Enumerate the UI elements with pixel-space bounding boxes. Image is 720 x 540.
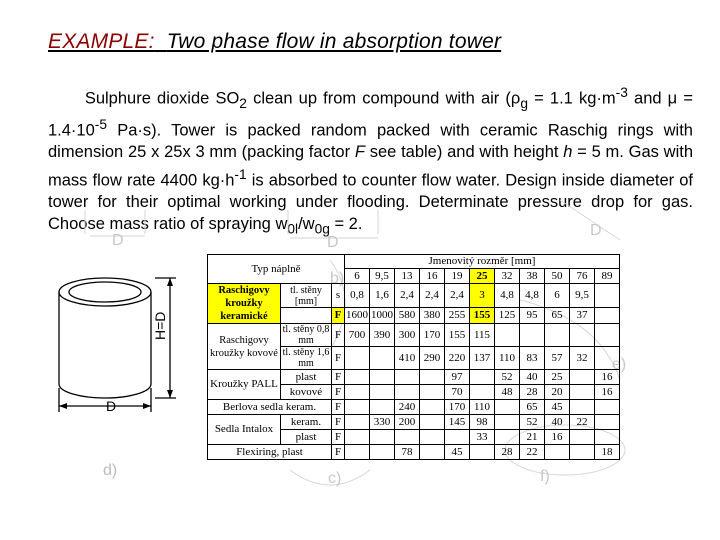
value-cell [595, 415, 620, 430]
table-row [208, 324, 620, 347]
value-cell: 220 [445, 347, 470, 370]
value-cell [370, 370, 395, 385]
value-cell [595, 347, 620, 370]
value-cell-selected: 3 [470, 284, 495, 308]
value-cell [345, 370, 370, 385]
table-header-sizes: Jmenovitý rozměr [mm] [345, 255, 620, 269]
value-cell: 300 [395, 324, 420, 347]
size-cell: 9,5 [370, 269, 395, 284]
value-cell [370, 430, 395, 445]
value-cell [395, 370, 420, 385]
sym-cell-selected: F [332, 308, 345, 324]
value-cell: 200 [395, 415, 420, 430]
value-cell: 45 [445, 445, 470, 460]
value-cell: 65 [545, 308, 570, 324]
value-cell: 4,8 [495, 284, 520, 308]
value-cell [470, 385, 495, 400]
value-cell [545, 445, 570, 460]
value-cell: 20 [545, 385, 570, 400]
title-text: Two phase flow in absorption tower [166, 30, 502, 53]
size-cell-selected: 25 [470, 269, 495, 284]
value-cell [595, 400, 620, 415]
sub-cell: plast [281, 430, 332, 445]
table-row [208, 445, 620, 460]
value-cell: 16 [595, 385, 620, 400]
value-cell: 21 [520, 430, 545, 445]
value-cell: 45 [545, 400, 570, 415]
value-cell: 40 [520, 370, 545, 385]
table-row [208, 284, 620, 308]
value-cell [370, 385, 395, 400]
value-cell [595, 430, 620, 445]
sub-cell: kovové [281, 385, 332, 400]
value-cell [345, 415, 370, 430]
value-cell: 25 [545, 370, 570, 385]
group-berl-saddle: Berlova sedla keram. [208, 400, 332, 415]
ghost-label: D [590, 222, 602, 239]
ghost-label: e) [612, 356, 627, 373]
sym-cell: F [332, 385, 345, 400]
raschig-ring-drawing [48, 262, 198, 422]
sym-cell: s [332, 284, 345, 308]
sub-cell [281, 308, 332, 324]
packing-table [207, 254, 620, 460]
table-row [208, 370, 620, 385]
value-cell [470, 445, 495, 460]
value-cell [420, 445, 445, 460]
text-sub: g [520, 95, 528, 111]
sym-cell: F [332, 324, 345, 347]
value-cell: 0,8 [345, 284, 370, 308]
sub-cell: tl. stěny [mm] [281, 284, 332, 308]
value-cell [395, 430, 420, 445]
text-part: and μ = 1.4·10 [48, 89, 693, 140]
value-cell [345, 445, 370, 460]
text-part: = 5 m. Gas with mass flow rate 4400 kg·h [48, 143, 693, 190]
value-cell: 52 [495, 370, 520, 385]
value-cell: 155 [445, 324, 470, 347]
text-part: clean up from compound with air (ρ [246, 89, 521, 108]
value-cell [420, 415, 445, 430]
text-part: is absorbed to counter flow water. Design inside diameter of tower for their optimal working under flooding. Determinate pressure drop for gas. Choose mass ratio of spraying w [48, 171, 693, 233]
value-cell [420, 370, 445, 385]
value-cell [420, 385, 445, 400]
text-part: = 2. [329, 214, 363, 233]
value-cell [595, 324, 620, 347]
value-cell: 28 [495, 445, 520, 460]
value-cell: 290 [420, 347, 445, 370]
value-cell: 390 [370, 324, 395, 347]
ghost-label: D [327, 234, 339, 251]
value-cell: 580 [395, 308, 420, 324]
value-cell: 70 [445, 385, 470, 400]
value-cell: 78 [395, 445, 420, 460]
text-part: = 1.1 kg·m [527, 89, 616, 108]
value-cell [520, 324, 545, 347]
value-cell: 33 [470, 430, 495, 445]
value-cell [345, 430, 370, 445]
value-cell: 48 [495, 385, 520, 400]
size-cell: 32 [495, 269, 520, 284]
value-cell: 52 [520, 415, 545, 430]
value-cell [420, 430, 445, 445]
ghost-label: D [112, 232, 124, 249]
value-cell: 700 [345, 324, 370, 347]
value-cell [495, 324, 520, 347]
group-raschig-ceramic: Raschigovy kroužky keramické [208, 284, 281, 324]
value-cell [395, 385, 420, 400]
value-cell [570, 324, 595, 347]
value-cell: 16 [595, 370, 620, 385]
value-cell [595, 284, 620, 308]
text-sup: -5 [94, 117, 108, 133]
sub-cell: tl. stěny 1,6 mm [281, 347, 332, 370]
value-cell [420, 400, 445, 415]
value-cell: 170 [445, 400, 470, 415]
text-part: Pa·s). Tower is packed random packed with ceramic Raschig rings with dimension 25 x 25x 3 mm (packing factor [48, 121, 693, 162]
sub-cell: keram. [281, 415, 332, 430]
value-cell: 2,4 [395, 284, 420, 308]
ghost-label: c) [328, 470, 342, 487]
value-cell [595, 308, 620, 324]
value-cell [345, 385, 370, 400]
value-cell: 145 [445, 415, 470, 430]
value-cell: 98 [470, 415, 495, 430]
value-cell [570, 370, 595, 385]
value-cell: 40 [545, 415, 570, 430]
size-cell: 6 [345, 269, 370, 284]
value-cell: 4,8 [520, 284, 545, 308]
sym-cell: F [332, 445, 345, 460]
value-cell: 1,6 [370, 284, 395, 308]
group-intalox: Sedla Intalox [208, 415, 281, 445]
value-cell [570, 430, 595, 445]
value-cell: 255 [445, 308, 470, 324]
value-cell: 16 [545, 430, 570, 445]
value-cell: 6 [545, 284, 570, 308]
value-cell: 28 [520, 385, 545, 400]
size-cell: 50 [545, 269, 570, 284]
ghost-label: d) [103, 462, 118, 479]
value-cell: 410 [395, 347, 420, 370]
size-cell: 76 [570, 269, 595, 284]
title-label: EXAMPLE: [48, 30, 155, 53]
sym-cell: F [332, 415, 345, 430]
value-cell: 125 [495, 308, 520, 324]
value-cell [570, 400, 595, 415]
sym-cell: F [332, 400, 345, 415]
value-cell: 97 [445, 370, 470, 385]
value-cell [495, 400, 520, 415]
ghost-label: f) [540, 468, 550, 485]
value-cell: 2,4 [420, 284, 445, 308]
value-cell [495, 430, 520, 445]
value-cell: 110 [470, 400, 495, 415]
value-cell [370, 400, 395, 415]
value-cell: 330 [370, 415, 395, 430]
value-cell [345, 347, 370, 370]
sym-cell: F [332, 430, 345, 445]
ring-spacer [54, 413, 66, 427]
sym-cell: F [332, 370, 345, 385]
ring-height-label: H=D [152, 311, 168, 340]
value-cell [495, 415, 520, 430]
value-cell: 57 [545, 347, 570, 370]
value-cell [545, 324, 570, 347]
text-italic: h [563, 143, 573, 162]
value-cell [570, 445, 595, 460]
value-cell: 83 [520, 347, 545, 370]
value-cell [370, 445, 395, 460]
value-cell: 22 [570, 415, 595, 430]
size-cell: 38 [520, 269, 545, 284]
value-cell [445, 430, 470, 445]
size-cell: 13 [395, 269, 420, 284]
text-sub: 2 [239, 95, 247, 111]
sub-cell: tl. stěny 0,8 mm [281, 324, 332, 347]
value-cell: 65 [520, 400, 545, 415]
text-sup: -3 [615, 85, 628, 100]
text-part: Sulphure dioxide SO [84, 89, 240, 108]
text-sub: 0l [287, 221, 299, 237]
ring-diameter-label: D [106, 398, 117, 414]
text-part: /w [298, 214, 315, 233]
value-cell [470, 370, 495, 385]
value-cell: 32 [570, 347, 595, 370]
size-cell: 19 [445, 269, 470, 284]
value-cell: 1600 [345, 308, 370, 324]
value-cell: 380 [420, 308, 445, 324]
size-cell: 16 [420, 269, 445, 284]
value-cell-selected: 155 [470, 308, 495, 324]
group-pall: Kroužky PALL [208, 370, 281, 400]
group-flexiring: Flexiring, plast [208, 445, 332, 460]
value-cell: 240 [395, 400, 420, 415]
group-raschig-metal: Raschigovy kroužky kovové [208, 324, 281, 370]
value-cell: 170 [420, 324, 445, 347]
value-cell: 9,5 [570, 284, 595, 308]
size-cell: 89 [595, 269, 620, 284]
text-italic: F [354, 143, 365, 162]
value-cell: 18 [595, 445, 620, 460]
value-cell: 2,4 [445, 284, 470, 308]
sym-cell: F [332, 347, 345, 370]
value-cell: 95 [520, 308, 545, 324]
value-cell: 22 [520, 445, 545, 460]
table-header-type: Typ náplně [208, 255, 345, 284]
ghost-label: b) [330, 270, 345, 287]
text-sup: -1 [234, 167, 247, 183]
text-sub: 0g [314, 221, 330, 237]
value-cell: 1000 [370, 308, 395, 324]
value-cell: 110 [495, 347, 520, 370]
sub-cell: plast [281, 370, 332, 385]
value-cell: 137 [470, 347, 495, 370]
table-row [208, 415, 620, 430]
value-cell [570, 385, 595, 400]
value-cell [345, 400, 370, 415]
value-cell: 37 [570, 308, 595, 324]
text-part: see table) and with height [364, 143, 564, 162]
value-cell: 115 [470, 324, 495, 347]
value-cell [370, 347, 395, 370]
table-row [208, 400, 620, 415]
